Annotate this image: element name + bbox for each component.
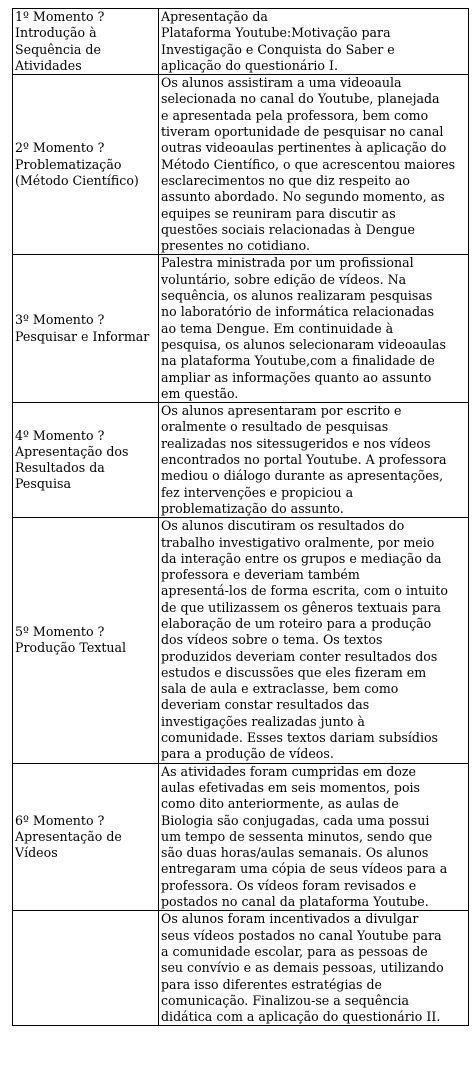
moment-line: Vídeos: [15, 845, 58, 861]
moment-line: Introdução à: [15, 25, 97, 41]
moment-line: 5º Momento ?: [15, 624, 105, 640]
moment-line: Produção Textual: [15, 640, 127, 656]
description-line: Investigação e Conquista do Saber e: [161, 41, 395, 57]
description-line: oralmente o resultado de pesquisas: [161, 419, 389, 435]
moment-line: Sequência de: [15, 41, 101, 57]
table-row: [13, 255, 469, 403]
moment-cell: [13, 403, 159, 518]
moment-line: Apresentação dos: [15, 443, 129, 459]
moment-line: Problematização: [15, 156, 122, 172]
description-line: professora. Os vídeos foram revisados e: [161, 877, 417, 893]
description-cell: [159, 255, 469, 403]
description-line: são duas horas/aulas semanais. Os alunos: [161, 845, 429, 861]
description-line: ao tema Dengue. Em continuidade à: [161, 320, 394, 336]
description-line: questões sociais relacionadas à Dengue: [161, 221, 415, 237]
moment-line: Atividades: [15, 57, 82, 73]
description-line: realizadas nos sitessugeridos e nos vídeos: [161, 435, 431, 451]
description-line: voluntário, sobre edição de vídeos. Na: [161, 271, 407, 287]
description-line: sala de aula e extraclasse, bem como: [161, 681, 399, 697]
description-line: investigações realizadas junto à: [161, 713, 365, 729]
description-cell: [159, 9, 469, 75]
description-line: esclarecimentos no que diz respeito ao: [161, 172, 410, 188]
description-line: seu convívio e as demais pessoas, utilizando: [161, 960, 444, 976]
description-line: professora e deveriam também: [161, 567, 360, 583]
moment-line: (Método Científico): [15, 172, 139, 188]
sequence-table: [12, 8, 469, 1026]
description-line: Método Científico, o que acrescentou maiores: [161, 156, 456, 172]
table-row: [13, 911, 469, 1026]
description-line: dos vídeos sobre o tema. Os textos: [161, 632, 383, 648]
description-line: e apresentada pela professora, bem como: [161, 107, 429, 123]
description-line: Palestra ministrada por um profissional: [161, 255, 414, 271]
table-row: [13, 75, 469, 255]
description-line: presentes no cotidiano.: [161, 238, 311, 254]
description-cell: [159, 518, 469, 763]
description-line: mediou o diálogo durante as apresentações,: [161, 468, 444, 484]
description-line: Biologia são conjugadas, cada uma possui: [161, 812, 430, 828]
description-line: em questão.: [161, 385, 239, 401]
description-line: deveriam constar resultados das: [161, 697, 370, 713]
description-cell: [159, 75, 469, 255]
description-line: outras videoaulas pertinentes à aplicação do: [161, 140, 447, 156]
moment-line: Resultados da: [15, 460, 105, 476]
description-line: na plataforma Youtube,com a finalidade de: [161, 353, 435, 369]
description-line: Os alunos assistiram a uma videoaula: [161, 75, 402, 91]
description-line: Os alunos discutiram os resultados do: [161, 518, 405, 534]
description-cell: [159, 911, 469, 1026]
table-row: [13, 9, 469, 75]
description-line: da interação entre os grupos e mediação da: [161, 550, 442, 566]
description-cell: [159, 403, 469, 518]
description-line: As atividades foram cumpridas em doze: [161, 763, 416, 779]
description-line: ampliar as informações quanto ao assunto: [161, 369, 432, 385]
moment-line: 4º Momento ?: [15, 427, 105, 443]
moment-cell: [13, 75, 159, 255]
description-line: de que utilizassem os gêneros textuais para: [161, 599, 441, 615]
description-line: estudos e discussões que eles fizeram em: [161, 664, 427, 680]
description-line: fez intervenções e propiciou a: [161, 484, 354, 500]
description-line: Plataforma Youtube:Motivação para: [161, 25, 391, 41]
moment-cell: [13, 255, 159, 403]
description-line: comunicação. Finalizou-se a sequência: [161, 992, 410, 1008]
description-line: como dito anteriormente, as aulas de: [161, 796, 399, 812]
description-line: trabalho investigativo oralmente, por meio: [161, 534, 435, 550]
description-line: aplicação do questionário I.: [161, 57, 338, 73]
description-line: problematização do assunto.: [161, 500, 344, 516]
moment-line: 2º Momento ?: [15, 140, 105, 156]
description-line: pesquisa, os alunos selecionaram videoaulas: [161, 336, 447, 352]
description-line: encontrados no portal Youtube. A professora: [161, 452, 447, 468]
moment-cell: [13, 763, 159, 911]
moment-line: 6º Momento ?: [15, 812, 105, 828]
description-line: equipes se reuniram para discutir as: [161, 205, 396, 221]
description-line: a comunidade escolar, para as pessoas de: [161, 943, 428, 959]
description-line: elaboração de um roteiro para a produção: [161, 615, 432, 631]
table-row: [13, 763, 469, 911]
description-line: comunidade. Esses textos dariam subsídios: [161, 730, 439, 746]
description-line: aulas efetivadas em seis momentos, pois: [161, 779, 421, 795]
description-line: didática com a aplicação do questionário II.: [161, 1009, 441, 1025]
description-line: para isso diferentes estratégias de: [161, 976, 383, 992]
moment-line: 1º Momento ?: [15, 9, 105, 24]
description-line: no laboratório de informática relacionadas: [161, 304, 435, 320]
moment-line: 3º Momento ?: [15, 312, 105, 328]
description-line: assunto abordado. No segundo momento, as: [161, 189, 445, 205]
moment-cell: [13, 911, 159, 1026]
moment-line: Pesquisa: [15, 476, 71, 492]
description-line: sequência, os alunos realizaram pesquisas: [161, 288, 433, 304]
moment-line: Apresentação de: [15, 828, 122, 844]
description-line: produzidos deveriam conter resultados dos: [161, 648, 438, 664]
moment-cell: [13, 518, 159, 763]
description-line: Apresentação da: [161, 9, 268, 24]
description-cell: [159, 763, 469, 911]
table-row: [13, 403, 469, 518]
description-line: um tempo de sessenta minutos, sendo que: [161, 828, 433, 844]
description-line: apresentá-los de forma escrita, com o intuito: [161, 583, 448, 599]
description-line: selecionada no canal do Youtube, planejada: [161, 91, 440, 107]
sequence-table-body: [13, 9, 469, 1026]
moment-line: Pesquisar e Informar: [15, 328, 150, 344]
description-line: Os alunos apresentaram por escrito e: [161, 403, 402, 419]
description-line: postados no canal da plataforma Youtube.: [161, 894, 429, 910]
moment-cell: [13, 9, 159, 75]
description-line: seus vídeos postados no canal Youtube para: [161, 927, 442, 943]
table-row: [13, 518, 469, 763]
description-line: para a produção de vídeos.: [161, 746, 334, 762]
description-line: entregaram uma cópia de seus vídeos para a: [161, 861, 448, 877]
description-line: Os alunos foram incentivados a divulgar: [161, 911, 419, 927]
description-line: tiveram oportunidade de pesquisar no canal: [161, 124, 444, 140]
